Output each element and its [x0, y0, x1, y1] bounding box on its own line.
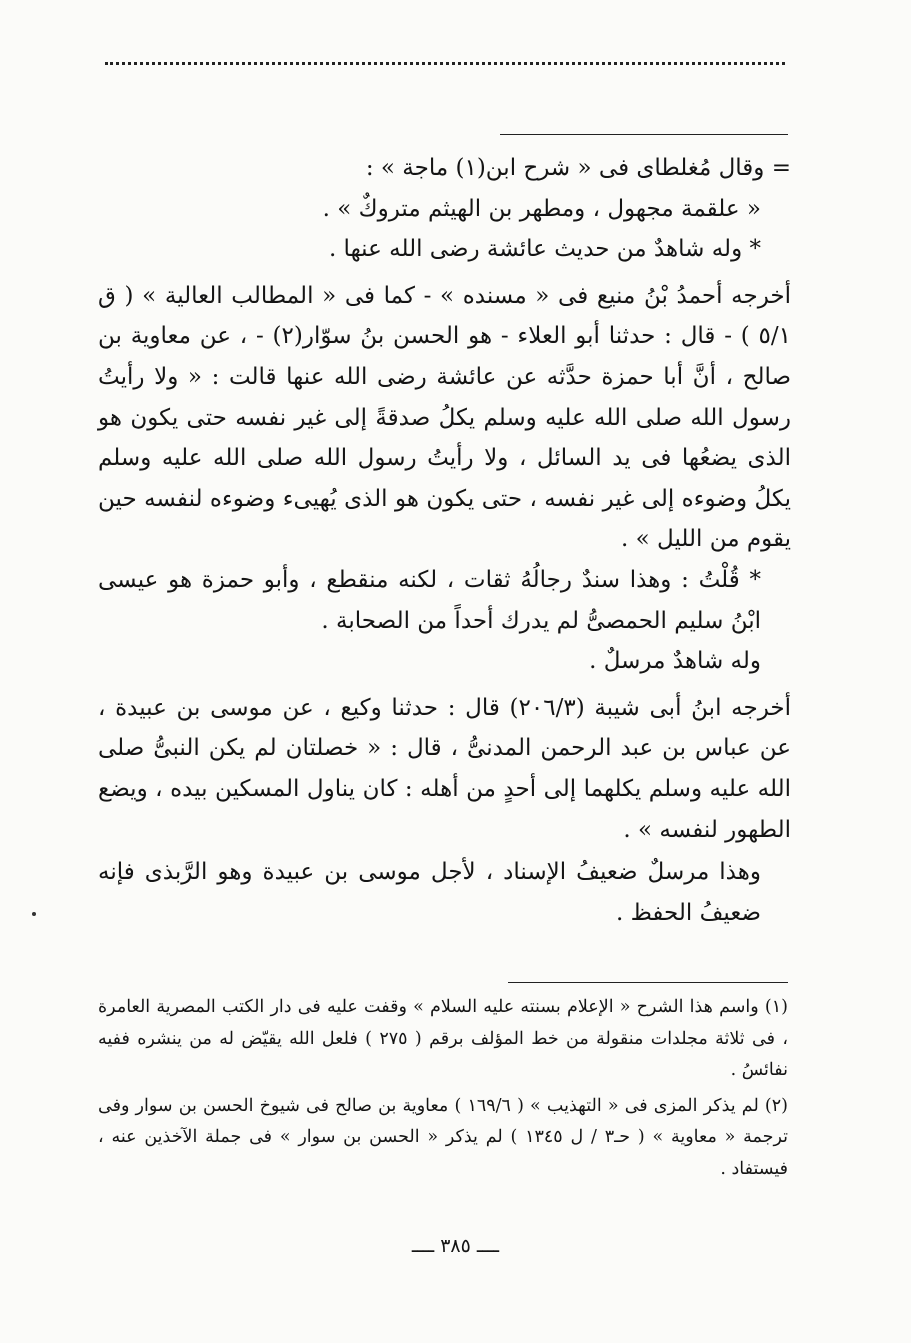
main-text	[98, 148, 791, 933]
paragraph-3: * وله شاهدٌ من حديث عائشة رضى الله عنها .	[328, 236, 761, 263]
page-number: ــــ ٣٨٥ ــــ	[411, 1235, 500, 1257]
footnote-rule	[508, 982, 788, 983]
paragraph-2: « علقمة مجهول ، ومطهر بن الهيثم متروكٌ » .	[322, 195, 761, 222]
paragraph-8: وهذا مرسلٌ ضعيفُ الإسناد ، لأجل موسى بن عبيدة وهو الرَّبذى فإنه ضعيفُ الحفظ .	[98, 859, 761, 926]
paragraph-5: * قُلْتُ : وهذا سندٌ رجالُهُ ثقات ، لكنه منقطع ، وأبو حمزة هو عيسى ابْنُ سليم الحمصىُّ لم يدرك أحداً من الصحابة .	[98, 566, 761, 634]
footnote-2: (٢) لم يذكر المزى فى « التهذيب » ( ١٦٩/٦ ) معاوية بن صالح فى شيوخ الحسن بن سوار وفى ترجمة « معاوية » ( حـ٣ / ل ١٣٤٥ ) لم يذكر « الحسن بن سوار » فى جملة الآخذين عنه ، فيستفاد .	[98, 1095, 788, 1179]
paragraph-6: وله شاهدٌ مرسلٌ .	[589, 648, 761, 675]
dotted-header-rule	[105, 62, 785, 65]
top-rule	[500, 134, 788, 135]
footnotes	[98, 992, 788, 1185]
paragraph-4: أخرجه أحمدُ بْنُ منيع فى « مسنده » - كما فى « المطالب العالية » ( ق ٥/١ ) - قال : حدثنا أبو العلاء - هو الحسن بنُ سوّار(٢) - ، عن معاوية بن صالح ، أنَّ أبا حمزة حدَّثه عن عائشة رضى الله عنها قالت : « ولا رأيتُ رسول الله صلى الله عليه وسلم يكلُ صدقةً إلى غير نفسه حتى يكون هو الذى يضعُها فى يد السائل ، ولا رأيتُ رسول الله صلى الله عليه وسلم يكلُ وضوءه إلى غير نفسه ، حتى يكون هو الذى يُهيىء وضوءه لنفسه حين يقوم من الليل » .	[98, 282, 791, 553]
paragraph-1: = وقال مُغلطاى فى « شرح ابن(١) ماجة » :	[365, 155, 791, 181]
footnote-1: (١) واسم هذا الشرح « الإعلام بسنته عليه السلام » وقفت عليه فى دار الكتب المصرية العامرة ، فى ثلاثة مجلدات منقولة من خط المؤلف برقم ( ٢٧٥ ) فلعل الله يقيّض له من ينشره ففيه نفائسُ .	[98, 997, 788, 1080]
paragraph-7: أخرجه ابنُ أبى شيبة (٢٠٦/٣) قال : حدثنا وكيع ، عن موسى بن عبيدة ، عن عباس بن عبد الرحمن المدنىُّ ، قال : « خصلتان لم يكن النبىُّ صلى الله عليه وسلم يكلهما إلى أحدٍ من أهله : كان يناول المسكين بيده ، ويضع الطهور لنفسه » .	[98, 694, 791, 843]
scan-speck	[32, 912, 36, 916]
